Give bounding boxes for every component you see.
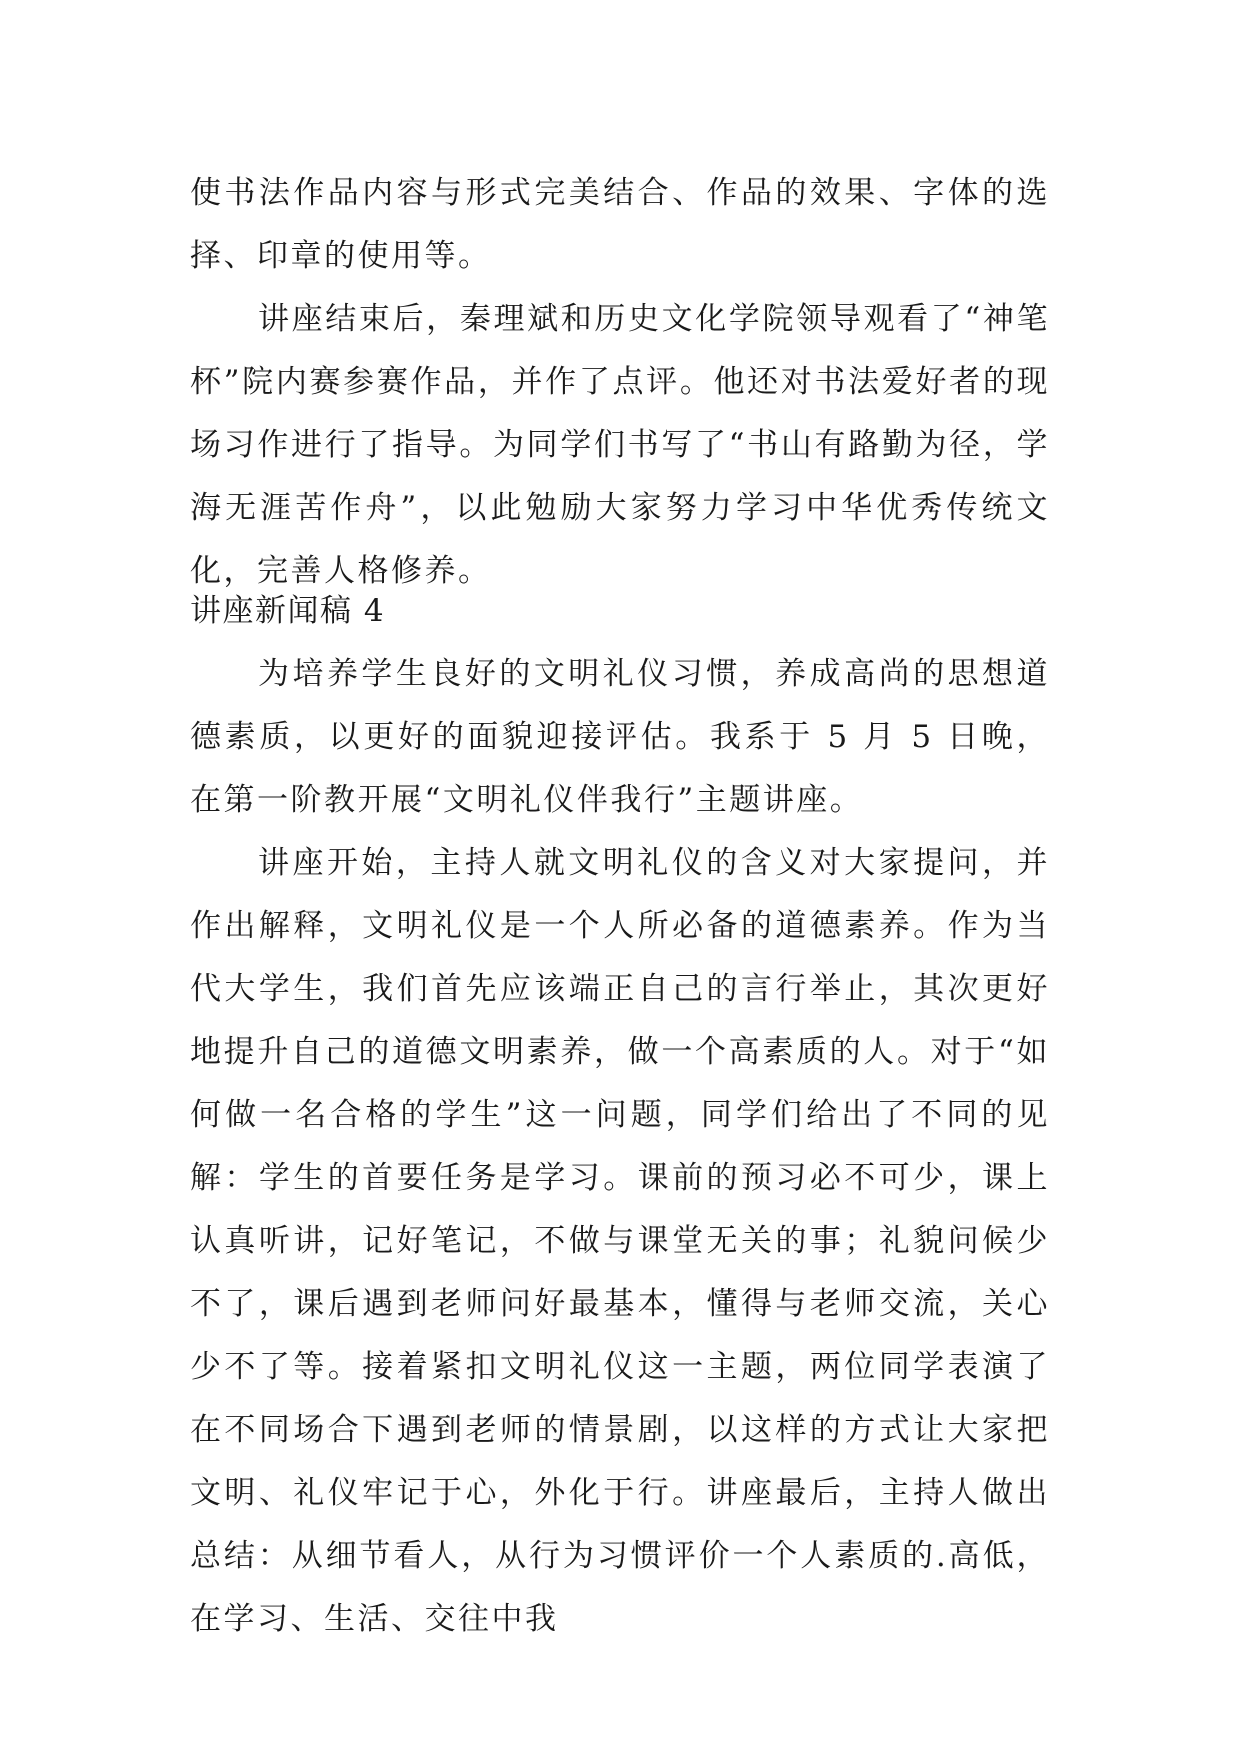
- paragraph-after-lecture: 讲座结束后，秦理斌和历史文化学院领导观看了“神笔杯”院内赛参赛作品，并作了点评。他还对书法爱好者的现场习作进行了指导。为同学们书写了“书山有路勤为径，学海无涯苦作舟”，以此勉励大家努力学习中华优秀传统文化，完善人格修养。: [190, 301, 1050, 589]
- section-paragraph: 为培养学生良好的文明礼仪习惯，养成高尚的思想道德素质，以更好的面貌迎接评估。我系于 5 月 5 日晚，在第一阶教开展“文明礼仪伴我行”主题讲座。: [190, 656, 1050, 818]
- section-paragraph: 讲座开始，主持人就文明礼仪的含义对大家提问，并作出解释，文明礼仪是一个人所必备的道德素养。作为当代大学生，我们首先应该端正自己的言行举止，其次更好地提升自己的道德文明素养，做一个高素质的人。对于“如何做一名合格的学生”这一问题，同学们给出了不同的见解：学生的首要任务是学习。课前的预习必不可少，课上认真听讲，记好笔记，不做与课堂无关的事；礼貌问候少不了，课后遇到老师问好最基本，懂得与老师交流，关心少不了等。接着紧扣文明礼仪这一主题，两位同学表演了在不同场合下遇到老师的情景剧，以这样的方式让大家把文明、礼仪牢记于心，外化于行。讲座最后，主持人做出总结：从细节看人，从行为习惯评价一个人素质的.高低，在学习、生活、交往中我: [190, 845, 1050, 1637]
- document-body-top: [190, 162, 1050, 603]
- section-heading: 讲座新闻稿 4: [190, 593, 386, 629]
- document-body-section: [190, 580, 1050, 1651]
- continuation-paragraph: 使书法作品内容与形式完美结合、作品的效果、字体的选择、印章的使用等。: [190, 175, 1050, 274]
